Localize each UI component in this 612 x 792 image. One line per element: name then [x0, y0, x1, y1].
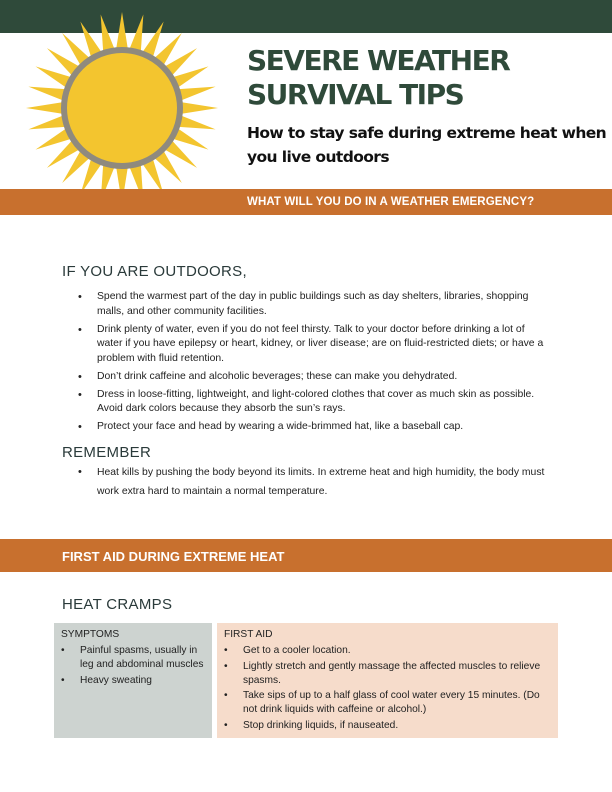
- emergency-question-text: WHAT WILL YOU DO IN A WEATHER EMERGENCY?: [247, 196, 535, 208]
- sun-ray: [179, 116, 216, 130]
- outdoors-list: [78, 290, 548, 438]
- first-aid-list: [224, 644, 542, 734]
- sun-ray: [36, 66, 71, 87]
- sun-ray: [173, 66, 208, 87]
- outdoors-heading: IF YOU ARE OUTDOORS,: [62, 263, 247, 280]
- remember-list: [78, 463, 553, 505]
- list-item: • Get to a cooler location.: [224, 644, 542, 658]
- sun-ray: [28, 116, 65, 130]
- sun-ray: [179, 87, 216, 101]
- list-item: • Drink plenty of water, even if you do not feel thirsty. Talk to your doctor before drinking a lot of water if you have epilepsy or heart, kidney, or liver disease; are on fluid-restricted diets; or have a problem with fluid retention.: [78, 323, 548, 367]
- sun-ray: [26, 102, 62, 113]
- list-item: • Take sips of up to a half glass of cool water every 15 minutes. (Do not drink liquids with caffeine or alcohol.): [224, 689, 542, 717]
- sun-ray: [130, 14, 144, 51]
- sun-ray: [101, 14, 115, 51]
- symptoms-list: [61, 644, 209, 689]
- list-item: • Protect your face and head by wearing a wide-brimmed hat, like a baseball cap.: [78, 420, 548, 435]
- page-title: SEVERE WEATHER SURVIVAL TIPS: [247, 44, 510, 111]
- sun-ray: [143, 22, 164, 57]
- sun-ray: [80, 22, 101, 57]
- list-item: • Don’t drink caffeine and alcoholic beverages; these can make you dehydrated.: [78, 370, 548, 385]
- sun-ray: [116, 12, 127, 48]
- emergency-question-band: [0, 189, 612, 215]
- list-item: • Lightly stretch and gently massage the affected muscles to relieve spasms.: [224, 660, 542, 688]
- list-item: • Stop drinking liquids, if nauseated.: [224, 719, 542, 733]
- remember-heading: REMEMBER: [62, 444, 152, 461]
- symptoms-heading: SYMPTOMS: [61, 629, 120, 640]
- sun-ray: [182, 102, 218, 113]
- list-item: • Heat kills by pushing the body beyond its limits. In extreme heat and high humidity, the body must work extra hard to maintain a normal temperature.: [78, 463, 553, 501]
- sun-icon: [22, 8, 222, 208]
- sun-ray: [28, 87, 65, 101]
- list-item: • Heavy sweating: [61, 674, 209, 688]
- first-aid-heading: FIRST AID: [224, 629, 273, 640]
- sun-ray: [36, 129, 71, 150]
- list-item: • Painful spasms, usually in leg and abdominal muscles: [61, 644, 209, 672]
- list-item: • Spend the warmest part of the day in public buildings such as day shelters, libraries, shopping malls, and other community facilities.: [78, 290, 548, 319]
- page-subtitle: How to stay safe during extreme heat when you live outdoors: [247, 124, 607, 166]
- sun-ray: [173, 129, 208, 150]
- list-item: • Dress in loose-fitting, lightweight, and light-colored clothes that cover as much skin as possible. Avoid dark colors because they absorb the sun’s rays.: [78, 388, 548, 417]
- first-aid-panel: [217, 623, 558, 738]
- symptoms-panel: [54, 623, 212, 738]
- first-aid-band-text: FIRST AID DURING EXTREME HEAT: [62, 549, 285, 564]
- heat-cramps-heading: HEAT CRAMPS: [62, 596, 173, 613]
- first-aid-band: [0, 539, 612, 572]
